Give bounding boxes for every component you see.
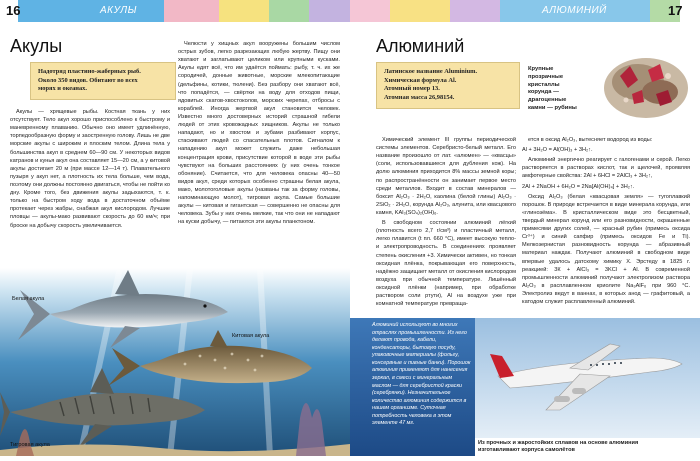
running-head-left: АКУЛЫ bbox=[100, 5, 137, 16]
left-top-bar bbox=[0, 0, 350, 22]
running-head-right: АЛЮМИНИЙ bbox=[542, 5, 607, 16]
paragraph: В свободном состоянии алюминий лёгкий (плотность всего 2,7 г/см³) и пластичный металл, легко плавится (t пл. 660 °C), имеет высокую тепло- и электропроводность. В соединениях проявляет степень окисления +3. Химически активен, но тонкая оксидная плёнка, покрывающая его поверхность, надёжно защищает металл от окисления кислородом воздуха при обычной температуре. Лишённый оксидной плёнки (например, при обработке раствором соли ртути), Al на воздухе уже при комнатной температуре превраща- bbox=[376, 220, 516, 308]
info-line: морях и океанах. bbox=[38, 85, 87, 93]
blue-caption: Алюминий используют во многих отраслях промышленности. Из него делают провода, кабели, конденсаторы, бытовую посуду, упаковочные материалы (фольгу, консервные и пивные банки). Порошок алюминия применяют для нанесения зеркал, в смеси с минеральным маслом — для серебристой краски (серебрянки). Незначительное количество алюминия содержится в нашем организме. Суточная потребность человека в этом элементе 47 мг. bbox=[372, 322, 471, 427]
paragraph: Химический элемент III группы периодической системы элементов. Серебристо-белый металл. Его название произошло от лат. «алюмен» — «квасцы» (соли, использовавшиеся для дубления кож). На долю алюминия приходится 8% массы земной коры; по распространённости он занимает первое место среди металлов. Входит в состав минералов — боксит Al₂O₃ · 2H₂O, каолина (белой глины) Al₂O₃ · 2SiO₂ · 2H₂O, корунда Al₂O₃, алунита, или квасцового камня, KAl₃(SO₄)₂(OH)₆. bbox=[376, 137, 516, 216]
paragraph: ется в оксид Al₂O₃, вытесняет водород из воды: bbox=[528, 137, 653, 143]
text-column-right-1 bbox=[376, 136, 516, 319]
left-page bbox=[0, 0, 350, 456]
shark-underwater-scene bbox=[0, 268, 350, 456]
text-column-left-2 bbox=[178, 40, 340, 268]
paragraph: Алюминий энергично реагирует с галогенами и серой. Легко растворяется в растворах кислот, так и щелочей, проявляя амфотерные свойства: 2Al + 6HCl = 2AlCl₃ + 3H₂↑, bbox=[522, 157, 690, 180]
info-box-aluminium bbox=[376, 62, 520, 109]
formula: 2Al + 2NaOH + 6H₂O = 2Na[Al(OH)₄] + 3H₂↑. bbox=[522, 183, 635, 190]
label-whale-shark: Китовая акула bbox=[232, 333, 270, 339]
info-box-sharks bbox=[30, 62, 176, 100]
paragraph: Челюсти у хищных акул вооружены большим числом острых зубов, легко разрезающих любую жертву. Пищу они хватают и заглатывают целиком или крупными кусками. Акулы едят всё, что им удаётся поймать: рыбу, т. ч. их же сородичей, донные животные, морские млекопитающие (дельфины, котики, тюлени). Без разбору они хватают всё, что попадётся, — свёртки на воду для отходов пищи, ядовитых скатов-хвостоколов, морских черепах, отбросы с кораблей. Иногда жертвой акул становится человек. Известно много достоверных историй страшной гибели людей от этих кровожадных хищников. Акулы не только нападают, но и хвостом и зубами разбивают корпус, стаскивают людей со спасательных плотов. Сигналом к нападению акул может служить даже небольшая концентрация крови, присутствие которой в воде эти рыбы чувствуют на больших расстояниях (у них очень тонкое обоняние). Считается, что для человека опасны 40—50 видов акул, среди которых особенно страшны белая акула, мако, молотоголовые акулы (названы так за форму головы, напоминающую молот), тигровая акула. Самые большие акулы — китовая и гигантская — совершенно не опасны для человека. Зубы у них очень мелкие, так что они не нападают на куски добычу, — питаются эти акулы планктоном. bbox=[178, 41, 340, 226]
info-line: Химическая формула Al. bbox=[384, 76, 457, 84]
page-title-left: Акулы bbox=[10, 36, 63, 56]
info-line: Около 350 видов. Обитают во всех bbox=[38, 76, 138, 84]
info-line: Латинское название Aluminium. bbox=[384, 68, 478, 75]
info-line: Атомная масса 26,98154. bbox=[384, 93, 455, 101]
page-title-right: Алюминий bbox=[376, 36, 465, 56]
label-tiger-shark: Тигровая акула bbox=[10, 442, 50, 448]
right-page bbox=[350, 0, 700, 456]
aircraft-caption: Из прочных и жаростойких сплавов на основе алюминия изготавливают корпуса самолётов bbox=[478, 440, 639, 454]
label-white-shark: Белая акула bbox=[12, 296, 45, 302]
ruby-crystals-image bbox=[598, 36, 694, 126]
info-line: Надотряд пластино-жаберных рыб. bbox=[38, 68, 141, 75]
paragraph: Акулы — хрящевые рыбы. Костная ткань у них отсутствует. Тело акул хорошо приспособлено к быстрому и маневренному плаванию. Обычно оно имеет удлинённую, торпедообразную форму и заостренную голову. Лишь не две морские акулы с широким и плоским телом. Длина тела у большинства акул в среднем 60—90 см. У некоторых видов катранов и кунья акул она составляет 15—20 см, а у китовой акулы достигает 20 м (при массе 12—14 т). Плавательного пузыря у акул нет, а плотность их тела больше, чем вода, поэтому они должны постоянно двигаться, чтобы не пойти ко дну. Кроме того, без движения акулы задыхаются, т. к. только на быстром ходу вода в достаточном объёме протекает через жабры, снабжая акул кислородом. Лучшие пловцы — акулы-мако развивают скорость до 60 км/ч; при броске на добычу скорость увеличивается. bbox=[10, 109, 170, 229]
ruby-crystals-photo bbox=[598, 36, 694, 126]
info-line: Атомный номер 13. bbox=[384, 85, 440, 93]
page-number-left: 16 bbox=[6, 3, 21, 18]
sharks-illustration bbox=[0, 268, 350, 456]
formula: Al + 3H₂O = Al(OH)₃ + 3H₂↑. bbox=[522, 147, 593, 154]
paragraph: Оксид Al₂O₃ (белая «квасцовая земля» — тугоплавкий порошок. В природе встречается в виде минерала корунда, или «глинозёма». В кристаллическом виде это бесцветный, твердый минерал корунд или его разновидности, окрашенные примесями других солей, — красный рубин (примесь оксида Cr³⁺) и синий сапфир (примесь оксидов Fe и Ti). Мелкозернистая разновидность корунда — абразивный материал наждак. Получают алюминий в свободном виде впервые удалось датскому химику Х. Эрстеду в 1825 г. реакцией: 3К + AlCl₃ = 3KCl + Al. В современной промышленности алюминий получают электролизом раствора Al₂O₃ в расплавленном криолите Na₃AlF₆ при 960 °C. Электролиз ведут в ваннах, в которых анод — графитовый, а катодом служит расплавленный алюминий. bbox=[522, 193, 690, 306]
right-top-bar bbox=[350, 0, 700, 22]
page-number-right: 17 bbox=[668, 3, 683, 18]
ruby-caption: Крупные прозрачные кристаллы корунда — драгоценные камни — рубины bbox=[528, 66, 577, 112]
